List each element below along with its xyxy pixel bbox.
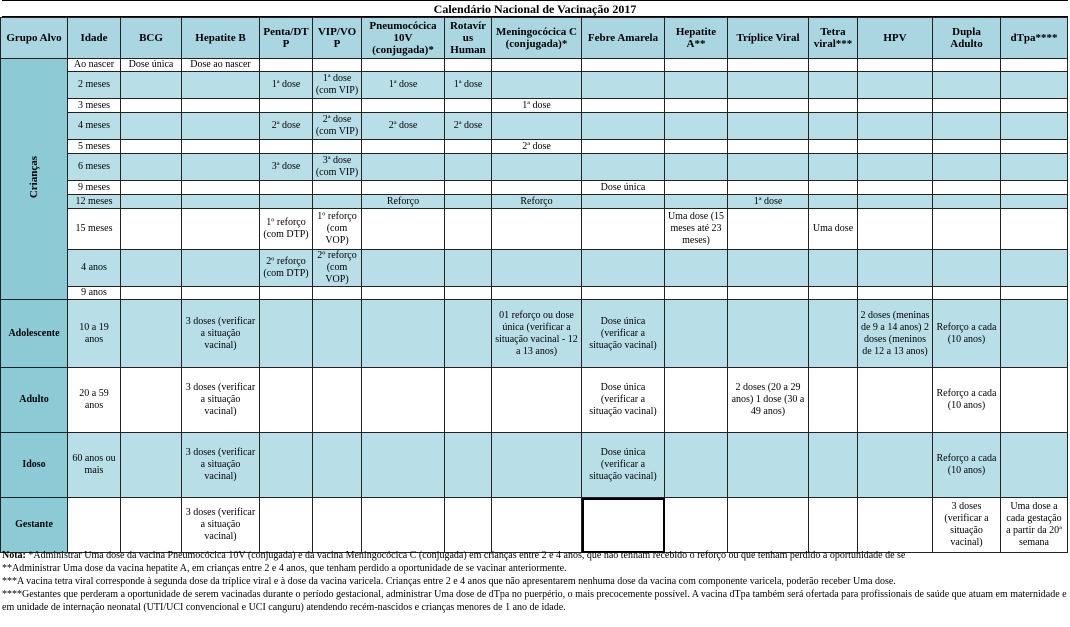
- dose-cell[interactable]: [121, 300, 182, 368]
- age-cell[interactable]: 6 meses: [68, 154, 121, 181]
- dose-cell[interactable]: [445, 140, 492, 154]
- dose-cell[interactable]: [121, 209, 182, 250]
- dose-cell[interactable]: Reforço a cada (10 anos): [933, 433, 1001, 498]
- header-cell[interactable]: Tetra viral***: [809, 18, 858, 59]
- dose-cell[interactable]: [260, 433, 313, 498]
- dose-cell[interactable]: [665, 99, 728, 113]
- dose-cell[interactable]: Reforço: [362, 195, 445, 209]
- dose-cell[interactable]: [121, 498, 182, 553]
- age-cell[interactable]: 20 a 59 anos: [68, 368, 121, 433]
- dose-cell[interactable]: [665, 72, 728, 99]
- dose-cell[interactable]: 1º reforço (com DTP): [260, 209, 313, 250]
- age-cell[interactable]: 12 meses: [68, 195, 121, 209]
- dose-cell[interactable]: [445, 99, 492, 113]
- dose-cell[interactable]: [809, 250, 858, 287]
- dose-cell[interactable]: [362, 99, 445, 113]
- dose-cell[interactable]: [858, 195, 933, 209]
- age-cell[interactable]: 9 anos: [68, 287, 121, 300]
- dose-cell[interactable]: [809, 300, 858, 368]
- dose-cell[interactable]: Reforço a cada (10 anos): [933, 368, 1001, 433]
- dose-cell[interactable]: [182, 140, 260, 154]
- dose-cell[interactable]: [121, 195, 182, 209]
- dose-cell[interactable]: Dose única: [582, 181, 665, 195]
- dose-cell[interactable]: [182, 154, 260, 181]
- dose-cell[interactable]: [121, 99, 182, 113]
- table-row: [1, 140, 1068, 154]
- dose-cell[interactable]: [313, 195, 362, 209]
- group-label: Crianças: [28, 155, 40, 199]
- dose-cell[interactable]: [182, 250, 260, 287]
- age-cell[interactable]: 4 meses: [68, 113, 121, 140]
- dose-cell[interactable]: [1001, 59, 1068, 72]
- header-cell[interactable]: Febre Amarela: [582, 18, 665, 59]
- group-cell-children[interactable]: [1, 59, 68, 300]
- dose-cell[interactable]: [362, 300, 445, 368]
- header-cell[interactable]: Penta/DTP: [260, 18, 313, 59]
- dose-cell[interactable]: [665, 433, 728, 498]
- dose-cell[interactable]: [1001, 195, 1068, 209]
- header-cell[interactable]: dTpa****: [1001, 18, 1068, 59]
- dose-cell[interactable]: [858, 72, 933, 99]
- dose-cell[interactable]: [728, 113, 809, 140]
- dose-cell[interactable]: [933, 209, 1001, 250]
- dose-cell[interactable]: 3ª dose: [260, 154, 313, 181]
- dose-cell[interactable]: [809, 498, 858, 553]
- dose-cell[interactable]: [182, 195, 260, 209]
- dose-cell[interactable]: 1ª dose: [362, 72, 445, 99]
- dose-cell[interactable]: [492, 287, 582, 300]
- dose-cell[interactable]: Uma dose a cada gestação a partir da 20ª semana: [1001, 498, 1068, 553]
- dose-cell[interactable]: [445, 154, 492, 181]
- dose-cell[interactable]: [1001, 181, 1068, 195]
- age-cell[interactable]: 5 meses: [68, 140, 121, 154]
- dose-cell[interactable]: [728, 99, 809, 113]
- dose-cell[interactable]: [260, 300, 313, 368]
- dose-cell[interactable]: Dose única: [121, 59, 182, 72]
- group-label: Adolescente: [8, 327, 60, 339]
- dose-cell[interactable]: 01 reforço ou dose única (verificar a situação vacinal - 12 a 13 anos): [492, 300, 582, 368]
- dose-cell[interactable]: 1º reforço (com VOP): [313, 209, 362, 250]
- header-cell[interactable]: Meningocócica C (conjugada)*: [492, 18, 582, 59]
- dose-cell[interactable]: [260, 59, 313, 72]
- age-cell[interactable]: 60 anos ou mais: [68, 433, 121, 498]
- group-cell-adolescent[interactable]: [1, 300, 68, 368]
- dose-cell[interactable]: [809, 368, 858, 433]
- table-row: [1, 72, 1068, 99]
- header-cell[interactable]: Hepatite B: [182, 18, 260, 59]
- age-cell[interactable]: 2 meses: [68, 72, 121, 99]
- dose-cell[interactable]: [445, 181, 492, 195]
- dose-cell[interactable]: [665, 300, 728, 368]
- group-label: Gestante: [15, 519, 53, 530]
- dose-cell[interactable]: [858, 498, 933, 553]
- vaccination-table: [0, 17, 1068, 553]
- dose-cell[interactable]: [858, 181, 933, 195]
- dose-cell[interactable]: [492, 433, 582, 498]
- dose-cell[interactable]: Reforço a cada (10 anos): [933, 300, 1001, 368]
- dose-cell[interactable]: [858, 250, 933, 287]
- table-row: [1, 154, 1068, 181]
- header-cell[interactable]: VIP/VOP: [313, 18, 362, 59]
- dose-cell[interactable]: [933, 113, 1001, 140]
- dose-cell[interactable]: 3 doses (verificar a situação vacinal): [182, 498, 260, 553]
- dose-cell[interactable]: [582, 250, 665, 287]
- age-cell[interactable]: 9 meses: [68, 181, 121, 195]
- age-cell[interactable]: [68, 498, 121, 553]
- dose-cell[interactable]: [492, 113, 582, 140]
- note-1-text: *Administrar Uma dose da vacina Pneumocócica 10V (conjugada) e da vacina Meningocócica C (conjugada) em crianças entre 2 e 4 anos, que não tenham recebido o reforço ou que tenham perdido a oportunidade de se: [25, 550, 906, 561]
- dose-cell[interactable]: [933, 72, 1001, 99]
- header-row: [1, 18, 1068, 59]
- table-row: [1, 250, 1068, 287]
- header-cell[interactable]: Tríplice Viral: [728, 18, 809, 59]
- header-cell[interactable]: Idade: [68, 18, 121, 59]
- dose-cell[interactable]: [445, 209, 492, 250]
- dose-cell[interactable]: [313, 181, 362, 195]
- dose-cell[interactable]: [809, 72, 858, 99]
- dose-cell[interactable]: [728, 250, 809, 287]
- dose-cell[interactable]: [445, 59, 492, 72]
- dose-cell[interactable]: [858, 209, 933, 250]
- dose-cell[interactable]: [121, 368, 182, 433]
- dose-cell[interactable]: [665, 181, 728, 195]
- dose-cell[interactable]: [1001, 209, 1068, 250]
- dose-cell[interactable]: 2 doses (20 a 29 anos) 1 dose (30 a 49 anos): [728, 368, 809, 433]
- dose-cell[interactable]: [728, 181, 809, 195]
- dose-cell[interactable]: 2 doses (meninas de 9 a 14 anos) 2 doses (meninos de 12 a 13 anos): [858, 300, 933, 368]
- note-label: Nota:: [2, 550, 26, 561]
- dose-cell[interactable]: [492, 72, 582, 99]
- dose-cell[interactable]: [665, 59, 728, 72]
- dose-cell[interactable]: [121, 113, 182, 140]
- dose-cell[interactable]: [933, 154, 1001, 181]
- dose-cell[interactable]: Dose única (verificar a situação vacinal): [582, 300, 665, 368]
- age-cell[interactable]: 10 a 19 anos: [68, 300, 121, 368]
- dose-cell[interactable]: [582, 140, 665, 154]
- age-cell[interactable]: 15 meses: [68, 209, 121, 250]
- dose-cell[interactable]: [492, 368, 582, 433]
- dose-cell[interactable]: [933, 287, 1001, 300]
- dose-cell[interactable]: [728, 300, 809, 368]
- dose-cell[interactable]: [121, 181, 182, 195]
- dose-cell[interactable]: [313, 140, 362, 154]
- dose-cell[interactable]: 1ª dose: [728, 195, 809, 209]
- dose-cell[interactable]: [260, 140, 313, 154]
- note-2: **Administrar Uma dose da vacina hepatite A, em crianças entre 2 e 4 anos, que tenham perdido a oportunidade de se vacinar anteriormente.: [2, 563, 567, 574]
- dose-cell[interactable]: [809, 433, 858, 498]
- dose-cell[interactable]: [492, 59, 582, 72]
- dose-cell[interactable]: [728, 209, 809, 250]
- dose-cell[interactable]: [582, 498, 665, 553]
- table-row: [1, 368, 1068, 433]
- dose-cell[interactable]: [260, 287, 313, 300]
- dose-cell[interactable]: [809, 287, 858, 300]
- dose-cell[interactable]: [582, 195, 665, 209]
- dose-cell[interactable]: [933, 250, 1001, 287]
- dose-cell[interactable]: [665, 498, 728, 553]
- dose-cell[interactable]: [182, 209, 260, 250]
- dose-cell[interactable]: 3 doses (verificar a situação vacinal): [182, 433, 260, 498]
- dose-cell[interactable]: [582, 99, 665, 113]
- dose-cell[interactable]: [445, 250, 492, 287]
- header-cell[interactable]: BCG: [121, 18, 182, 59]
- dose-cell[interactable]: Dose única (verificar a situação vacinal): [582, 368, 665, 433]
- dose-cell[interactable]: [313, 433, 362, 498]
- dose-cell[interactable]: [260, 368, 313, 433]
- dose-cell[interactable]: [121, 433, 182, 498]
- dose-cell[interactable]: [665, 195, 728, 209]
- age-cell[interactable]: Ao nascer: [68, 59, 121, 72]
- table-row: [1, 433, 1068, 498]
- age-cell[interactable]: 4 anos: [68, 250, 121, 287]
- dose-cell[interactable]: Reforço: [492, 195, 582, 209]
- table-row: [1, 113, 1068, 140]
- dose-cell[interactable]: [313, 498, 362, 553]
- dose-cell[interactable]: [728, 140, 809, 154]
- dose-cell[interactable]: [492, 498, 582, 553]
- dose-cell[interactable]: [809, 113, 858, 140]
- dose-cell[interactable]: [445, 300, 492, 368]
- dose-cell[interactable]: [362, 498, 445, 553]
- dose-cell[interactable]: [445, 195, 492, 209]
- note-1: [2, 549, 1068, 562]
- note-3: ***A vacina tetra viral corresponde à segunda dose da tríplice viral e à dose da vacina varicela. Crianças entre 2 e 4 anos que não apresentarem nenhuma dose da vacina com componente varicela, poderão receber Uma dose.: [2, 576, 896, 587]
- dose-cell[interactable]: [858, 99, 933, 113]
- dose-cell[interactable]: [182, 72, 260, 99]
- note-4: ****Gestantes que perderam a oportunidade de serem vacinadas durante o período gestacional, administrar Uma dose de dTpa no puerpério, o mais precocemente possível. A vacina dTpa também será ofertada para profissionais de saúde que atuam em maternidade e em unidade de internação neonatal (UTI/UCI convencional e UCI canguru) atendendo recém-nascidos e crianças menores de 1 ano de idade.: [2, 589, 1067, 613]
- header-cell[interactable]: Rotavírus Human: [445, 18, 492, 59]
- table-row: [1, 99, 1068, 113]
- dose-cell[interactable]: [362, 181, 445, 195]
- dose-cell[interactable]: [809, 99, 858, 113]
- dose-cell[interactable]: [933, 181, 1001, 195]
- dose-cell[interactable]: [362, 368, 445, 433]
- dose-cell[interactable]: Dose única (verificar a situação vacinal): [582, 433, 665, 498]
- dose-cell[interactable]: Dose ao nascer: [182, 59, 260, 72]
- dose-cell[interactable]: [933, 99, 1001, 113]
- group-label: Adulto: [19, 394, 49, 405]
- header-cell[interactable]: HPV: [858, 18, 933, 59]
- dose-cell[interactable]: [582, 209, 665, 250]
- dose-cell[interactable]: [582, 59, 665, 72]
- dose-cell[interactable]: 1ª dose (com VIP): [313, 72, 362, 99]
- dose-cell[interactable]: [362, 287, 445, 300]
- dose-cell[interactable]: [445, 498, 492, 553]
- dose-cell[interactable]: [728, 498, 809, 553]
- group-cell-adult[interactable]: [1, 368, 68, 433]
- dose-cell[interactable]: [582, 287, 665, 300]
- dose-cell[interactable]: [858, 154, 933, 181]
- dose-cell[interactable]: [182, 113, 260, 140]
- dose-cell[interactable]: 2ª dose: [260, 113, 313, 140]
- dose-cell[interactable]: [582, 113, 665, 140]
- dose-cell[interactable]: [582, 72, 665, 99]
- dose-cell[interactable]: 2ª dose: [492, 140, 582, 154]
- notes-section: [2, 549, 1068, 614]
- dose-cell[interactable]: [728, 433, 809, 498]
- dose-cell[interactable]: [492, 209, 582, 250]
- dose-cell[interactable]: [809, 154, 858, 181]
- dose-cell[interactable]: [1001, 140, 1068, 154]
- dose-cell[interactable]: 3 doses (verificar a situação vacinal): [182, 368, 260, 433]
- dose-cell[interactable]: [1001, 368, 1068, 433]
- dose-cell[interactable]: [933, 140, 1001, 154]
- dose-cell[interactable]: [728, 287, 809, 300]
- dose-cell[interactable]: [858, 59, 933, 72]
- dose-cell[interactable]: [182, 99, 260, 113]
- dose-cell[interactable]: [665, 113, 728, 140]
- dose-cell[interactable]: 3 doses (verificar a situação vacinal): [933, 498, 1001, 553]
- dose-cell[interactable]: [182, 287, 260, 300]
- dose-cell[interactable]: [313, 300, 362, 368]
- table-body: [1, 59, 1068, 553]
- dose-cell[interactable]: [313, 59, 362, 72]
- table-row: [1, 498, 1068, 553]
- dose-cell[interactable]: [362, 140, 445, 154]
- dose-cell[interactable]: Uma dose: [809, 209, 858, 250]
- dose-cell[interactable]: [362, 59, 445, 72]
- dose-cell[interactable]: [492, 154, 582, 181]
- dose-cell[interactable]: [313, 368, 362, 433]
- dose-cell[interactable]: 2ª dose (com VIP): [313, 113, 362, 140]
- dose-cell[interactable]: [445, 368, 492, 433]
- sheet-title: Calendário Nacional de Vacinação 2017: [2, 0, 1068, 17]
- dose-cell[interactable]: [182, 181, 260, 195]
- dose-cell[interactable]: [313, 99, 362, 113]
- dose-cell[interactable]: [1001, 300, 1068, 368]
- dose-cell[interactable]: [665, 140, 728, 154]
- dose-cell[interactable]: [1001, 154, 1068, 181]
- dose-cell[interactable]: [728, 72, 809, 99]
- group-cell-pregnant[interactable]: [1, 498, 68, 553]
- dose-cell[interactable]: [362, 154, 445, 181]
- table-row: [1, 209, 1068, 250]
- group-label: Idoso: [22, 459, 46, 470]
- header-cell[interactable]: Pneumocócica 10V (conjugada)*: [362, 18, 445, 59]
- dose-cell[interactable]: [445, 433, 492, 498]
- dose-cell[interactable]: [121, 287, 182, 300]
- dose-cell[interactable]: [260, 195, 313, 209]
- dose-cell[interactable]: [728, 154, 809, 181]
- table-row: [1, 300, 1068, 368]
- dose-cell[interactable]: [362, 209, 445, 250]
- dose-cell[interactable]: [121, 154, 182, 181]
- dose-cell[interactable]: [728, 59, 809, 72]
- dose-cell[interactable]: 1ª dose: [260, 72, 313, 99]
- dose-cell[interactable]: 2ª dose: [445, 113, 492, 140]
- dose-cell[interactable]: [858, 287, 933, 300]
- dose-cell[interactable]: [858, 368, 933, 433]
- dose-cell[interactable]: [260, 181, 313, 195]
- dose-cell[interactable]: [809, 140, 858, 154]
- dose-cell[interactable]: [665, 154, 728, 181]
- dose-cell[interactable]: 2ª dose: [362, 113, 445, 140]
- table-row: [1, 59, 1068, 72]
- dose-cell[interactable]: 2º reforço (com DTP): [260, 250, 313, 287]
- dose-cell[interactable]: [809, 195, 858, 209]
- dose-cell[interactable]: [665, 250, 728, 287]
- header-cell[interactable]: Dupla Adulto: [933, 18, 1001, 59]
- dose-cell[interactable]: [665, 287, 728, 300]
- dose-cell[interactable]: [809, 181, 858, 195]
- dose-cell[interactable]: [492, 181, 582, 195]
- dose-cell[interactable]: [121, 140, 182, 154]
- dose-cell[interactable]: 1ª dose: [445, 72, 492, 99]
- dose-cell[interactable]: [313, 287, 362, 300]
- age-cell[interactable]: 3 meses: [68, 99, 121, 113]
- dose-cell[interactable]: [121, 72, 182, 99]
- dose-cell[interactable]: [445, 287, 492, 300]
- table-row: [1, 287, 1068, 300]
- dose-cell[interactable]: 1ª dose: [492, 99, 582, 113]
- dose-cell[interactable]: 2º reforço (com VOP): [313, 250, 362, 287]
- header-cell[interactable]: Hepatite A**: [665, 18, 728, 59]
- dose-cell[interactable]: [858, 140, 933, 154]
- dose-cell[interactable]: [1001, 250, 1068, 287]
- dose-cell[interactable]: [582, 154, 665, 181]
- table-row: [1, 195, 1068, 209]
- dose-cell[interactable]: [362, 250, 445, 287]
- dose-cell[interactable]: [1001, 113, 1068, 140]
- dose-cell[interactable]: [121, 250, 182, 287]
- dose-cell[interactable]: [492, 250, 582, 287]
- dose-cell[interactable]: Uma dose (15 meses até 23 meses): [665, 209, 728, 250]
- dose-cell[interactable]: [1001, 287, 1068, 300]
- dose-cell[interactable]: [809, 59, 858, 72]
- dose-cell[interactable]: [1001, 433, 1068, 498]
- dose-cell[interactable]: [260, 498, 313, 553]
- header-cell[interactable]: Grupo Alvo: [1, 18, 68, 59]
- dose-cell[interactable]: [858, 113, 933, 140]
- dose-cell[interactable]: [362, 433, 445, 498]
- dose-cell[interactable]: [1001, 72, 1068, 99]
- dose-cell[interactable]: 3 doses (verificar a situação vacinal): [182, 300, 260, 368]
- dose-cell[interactable]: [260, 99, 313, 113]
- dose-cell[interactable]: [665, 368, 728, 433]
- group-cell-elderly[interactable]: [1, 433, 68, 498]
- dose-cell[interactable]: [1001, 99, 1068, 113]
- dose-cell[interactable]: 3ª dose (com VIP): [313, 154, 362, 181]
- dose-cell[interactable]: [933, 195, 1001, 209]
- dose-cell[interactable]: [858, 433, 933, 498]
- table-row: [1, 181, 1068, 195]
- dose-cell[interactable]: [933, 59, 1001, 72]
